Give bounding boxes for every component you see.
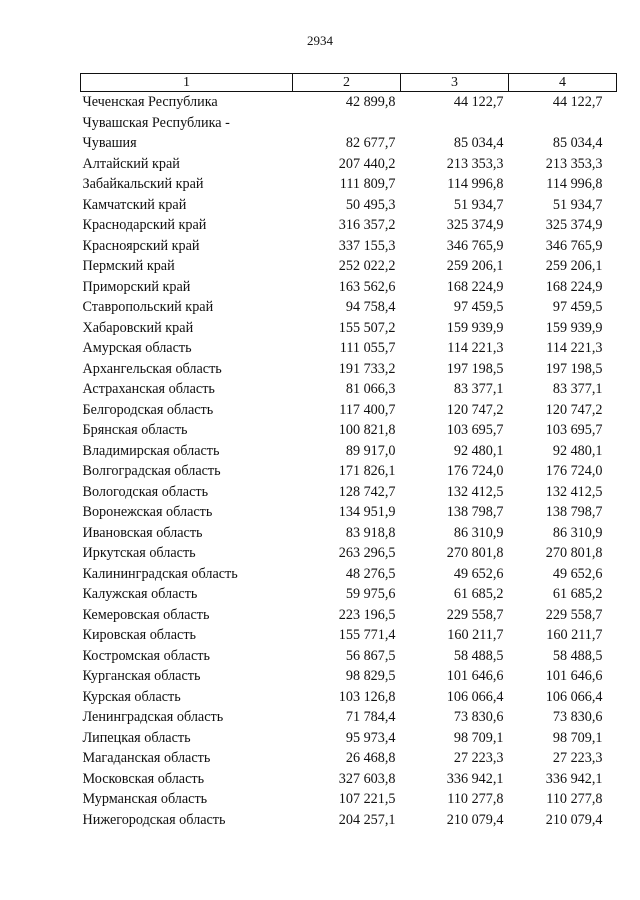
region-name: Воронежская область — [82, 504, 213, 520]
value-col-3: 138 798,7 — [446, 504, 504, 520]
table-row — [81, 236, 617, 257]
region-name-cell — [81, 625, 293, 646]
table-row — [81, 400, 617, 421]
value-col-3: 114 996,8 — [447, 176, 504, 192]
table-row — [81, 482, 617, 503]
region-name-cell — [81, 113, 293, 154]
region-name: Вологодская область — [82, 483, 209, 500]
table-row — [81, 318, 617, 339]
value-col-3: 197 198,5 — [446, 360, 504, 377]
region-name: Пермский край — [82, 258, 175, 274]
value-col-2: 83 918,8 — [345, 524, 396, 541]
region-name: Камчатский край — [82, 196, 187, 213]
value-col-2: 163 562,6 — [338, 278, 396, 295]
region-name-cell — [81, 482, 293, 503]
value-col-4: 168 224,9 — [545, 278, 603, 295]
value-col-3: 132 412,5 — [446, 483, 504, 500]
table-row — [81, 810, 617, 831]
region-name: Архангельская область — [82, 360, 222, 377]
value-col-4: 120 747,2 — [545, 401, 603, 418]
region-name-cell — [81, 297, 293, 318]
region-name: Волгоградская область — [82, 463, 221, 479]
region-name: Красноярский край — [82, 237, 200, 254]
region-name: Кемеровская область — [82, 606, 210, 623]
value-col-2: 337 155,3 — [338, 237, 396, 254]
region-name: Краснодарский край — [82, 217, 207, 233]
value-col-2: 111 809,7 — [339, 176, 396, 192]
region-name: Костромская область — [82, 647, 210, 664]
value-col-2: 155 507,2 — [338, 319, 396, 336]
value-col-3: 58 488,5 — [453, 647, 504, 664]
value-col-4: 114 221,3 — [546, 340, 603, 356]
region-name: Забайкальский край — [82, 176, 204, 192]
value-col-3: 97 459,5 — [453, 299, 504, 315]
value-col-2: 103 126,8 — [338, 688, 396, 705]
region-name-cell — [81, 769, 293, 790]
value-col-4: 27 223,3 — [552, 750, 603, 766]
value-col-4: 336 942,1 — [545, 770, 603, 787]
region-name-cell — [81, 584, 293, 605]
region-name: Чеченская Республика — [82, 94, 218, 110]
table-row — [81, 359, 617, 380]
value-col-3: 176 724,0 — [446, 463, 504, 479]
region-name-cell — [81, 379, 293, 400]
region-name-cell — [81, 420, 293, 441]
region-name-cell — [81, 461, 293, 482]
value-col-4: 73 830,6 — [552, 709, 603, 725]
value-col-4: 98 709,1 — [552, 729, 603, 746]
value-col-3: 120 747,2 — [446, 401, 504, 418]
value-col-2: 94 758,4 — [345, 299, 396, 315]
value-col-4: 97 459,5 — [552, 299, 603, 315]
value-col-4: 176 724,0 — [545, 463, 603, 479]
region-name-cell — [81, 502, 293, 523]
table-row — [81, 502, 617, 523]
value-col-3: 85 034,4 — [453, 135, 504, 151]
region-name-cell — [81, 543, 293, 564]
header-col-3: 3 — [401, 74, 509, 92]
region-name-cell — [81, 92, 293, 113]
value-col-4: 325 374,9 — [545, 217, 603, 233]
table-body — [81, 92, 617, 831]
value-col-3: 270 801,8 — [446, 545, 504, 561]
region-name-cell — [81, 564, 293, 585]
region-name: Ставропольский край — [82, 299, 214, 315]
table-row — [81, 92, 617, 113]
value-col-4: 229 558,7 — [545, 606, 603, 623]
value-col-4: 61 685,2 — [552, 586, 603, 602]
value-col-3: 114 221,3 — [447, 340, 504, 356]
value-col-3: 44 122,7 — [453, 94, 504, 110]
value-col-3: 101 646,6 — [446, 668, 504, 684]
value-col-2: 95 973,4 — [345, 729, 396, 746]
value-col-3: 259 206,1 — [446, 258, 504, 274]
table-row — [81, 113, 617, 154]
value-col-2: 207 440,2 — [338, 155, 396, 172]
region-name: Белгородская область — [82, 401, 214, 418]
value-col-2: 56 867,5 — [345, 647, 396, 664]
value-col-4: 346 765,9 — [545, 237, 603, 254]
value-col-2: 42 899,8 — [345, 94, 396, 110]
region-name-cell — [81, 441, 293, 462]
value-col-3: 51 934,7 — [453, 196, 504, 213]
value-col-2: 191 733,2 — [338, 360, 396, 377]
value-col-3: 336 942,1 — [446, 770, 504, 787]
value-col-4: 51 934,7 — [552, 196, 603, 213]
value-col-2: 81 066,3 — [345, 381, 396, 397]
region-name: Московская область — [82, 770, 205, 787]
region-name-cell — [81, 256, 293, 277]
region-name: Алтайский край — [82, 155, 180, 172]
table-row — [81, 707, 617, 728]
value-col-2: 117 400,7 — [339, 401, 396, 418]
value-col-4: 114 996,8 — [546, 176, 603, 192]
region-name-cell — [81, 789, 293, 810]
value-col-2: 98 829,5 — [345, 668, 396, 684]
value-col-3: 325 374,9 — [446, 217, 504, 233]
value-col-3: 229 558,7 — [446, 606, 504, 623]
table-row — [81, 564, 617, 585]
page-number: 2934 — [307, 33, 333, 48]
value-col-4: 49 652,6 — [552, 565, 603, 582]
table-row — [81, 338, 617, 359]
value-col-4: 106 066,4 — [545, 688, 603, 705]
table-row — [81, 256, 617, 277]
value-col-3: 213 353,3 — [446, 155, 504, 172]
value-col-3: 61 685,2 — [453, 586, 504, 602]
table-row — [81, 748, 617, 769]
value-col-2: 327 603,8 — [338, 770, 396, 787]
value-col-3: 159 939,9 — [446, 319, 504, 336]
value-col-4: 160 211,7 — [546, 627, 603, 643]
value-col-2: 50 495,3 — [345, 196, 396, 213]
value-col-4: 259 206,1 — [545, 258, 603, 274]
value-col-4: 86 310,9 — [552, 524, 603, 541]
region-name-cell — [81, 215, 293, 236]
value-col-4: 44 122,7 — [552, 94, 603, 110]
value-col-4: 85 034,4 — [552, 135, 603, 151]
value-col-3: 86 310,9 — [453, 524, 504, 541]
table-row — [81, 297, 617, 318]
region-name: Магаданская область — [82, 750, 211, 766]
table-row — [81, 605, 617, 626]
region-name: Нижегородская область — [82, 811, 226, 828]
value-col-4: 110 277,8 — [546, 791, 603, 807]
table-row — [81, 687, 617, 708]
value-col-2: 48 276,5 — [345, 565, 396, 582]
data-table — [80, 73, 617, 830]
table-row — [81, 379, 617, 400]
region-name: Чувашская Республика - — [82, 114, 230, 131]
region-name-cell — [81, 646, 293, 667]
table-row — [81, 277, 617, 298]
value-col-4: 132 412,5 — [545, 483, 603, 500]
table-row — [81, 769, 617, 790]
value-col-3: 98 709,1 — [453, 729, 504, 746]
region-name: Калужская область — [82, 586, 198, 602]
region-name-cell — [81, 687, 293, 708]
value-col-3: 73 830,6 — [453, 709, 504, 725]
region-name-cell — [81, 236, 293, 257]
region-name-cell — [81, 400, 293, 421]
region-name: Астраханская область — [82, 381, 215, 397]
region-name-cell — [81, 666, 293, 687]
value-col-3: 106 066,4 — [446, 688, 504, 705]
value-col-2: 155 771,4 — [338, 627, 396, 643]
header-col-4: 4 — [509, 74, 617, 92]
region-name-cell — [81, 174, 293, 195]
region-name: Хабаровский край — [82, 319, 194, 336]
value-col-2: 204 257,1 — [338, 811, 396, 828]
region-name: Курская область — [82, 688, 181, 705]
header-row — [81, 74, 617, 92]
region-name: Калининградская область — [82, 565, 238, 582]
value-col-2: 252 022,2 — [338, 258, 396, 274]
value-col-4: 101 646,6 — [545, 668, 603, 684]
value-col-3: 49 652,6 — [453, 565, 504, 582]
value-col-4: 197 198,5 — [545, 360, 603, 377]
value-col-2: 26 468,8 — [345, 750, 396, 766]
value-col-2: 59 975,6 — [345, 586, 396, 602]
region-name: Ленинградская область — [82, 709, 224, 725]
table-row — [81, 646, 617, 667]
value-col-4: 270 801,8 — [545, 545, 603, 561]
value-col-2: 71 784,4 — [345, 709, 396, 725]
value-col-2: 89 917,0 — [345, 442, 396, 459]
value-col-3: 168 224,9 — [446, 278, 504, 295]
region-name: Мурманская область — [82, 791, 208, 807]
region-name: Ивановская область — [82, 524, 203, 541]
value-col-4: 83 377,1 — [552, 381, 603, 397]
value-col-3: 110 277,8 — [447, 791, 504, 807]
region-name: Кировская область — [82, 627, 197, 643]
region-name-cell — [81, 523, 293, 544]
region-name-cell — [81, 728, 293, 749]
value-col-3: 160 211,7 — [447, 627, 504, 643]
table-row — [81, 154, 617, 175]
region-name-cell — [81, 195, 293, 216]
region-name: Приморский край — [82, 278, 191, 295]
value-col-4: 58 488,5 — [552, 647, 603, 664]
table-row — [81, 728, 617, 749]
value-col-3: 27 223,3 — [453, 750, 504, 766]
table-row — [81, 195, 617, 216]
value-col-2: 134 951,9 — [338, 504, 396, 520]
region-name-cell — [81, 359, 293, 380]
table-row — [81, 789, 617, 810]
value-col-2: 316 357,2 — [338, 217, 396, 233]
table-header — [81, 74, 617, 92]
region-name-cell — [81, 338, 293, 359]
region-name: Курганская область — [82, 668, 201, 684]
value-col-2: 111 055,7 — [339, 340, 396, 356]
value-col-4: 92 480,1 — [552, 442, 603, 459]
value-col-2: 223 196,5 — [338, 606, 396, 623]
value-col-3: 210 079,4 — [446, 811, 504, 828]
region-name-cell — [81, 810, 293, 831]
value-col-2: 107 221,5 — [338, 791, 396, 807]
header-col-1: 1 — [81, 74, 293, 92]
value-col-3: 103 695,7 — [446, 422, 504, 438]
region-name-cell — [81, 707, 293, 728]
region-name: Амурская область — [82, 340, 192, 356]
value-col-3: 346 765,9 — [446, 237, 504, 254]
value-col-4: 210 079,4 — [545, 811, 603, 828]
header-col-2: 2 — [293, 74, 401, 92]
value-col-2: 128 742,7 — [338, 483, 396, 500]
value-col-4: 213 353,3 — [545, 155, 603, 172]
table-row — [81, 584, 617, 605]
table-row — [81, 543, 617, 564]
value-col-3: 92 480,1 — [453, 442, 504, 459]
table-row — [81, 666, 617, 687]
value-col-2: 171 826,1 — [338, 463, 396, 479]
value-col-2: 263 296,5 — [338, 545, 396, 561]
region-name: Чувашия — [82, 135, 137, 151]
table-row — [81, 461, 617, 482]
region-name: Брянская область — [82, 422, 188, 438]
region-name-cell — [81, 748, 293, 769]
value-col-4: 138 798,7 — [545, 504, 603, 520]
table-row — [81, 523, 617, 544]
region-name: Липецкая область — [82, 729, 191, 746]
region-name-cell — [81, 277, 293, 298]
region-name-cell — [81, 318, 293, 339]
value-col-4: 103 695,7 — [545, 422, 603, 438]
value-col-2: 82 677,7 — [345, 135, 396, 151]
table-row — [81, 420, 617, 441]
table-row — [81, 174, 617, 195]
table-row — [81, 625, 617, 646]
table-row — [81, 441, 617, 462]
region-name-cell — [81, 605, 293, 626]
table-row — [81, 215, 617, 236]
value-col-2: 100 821,8 — [338, 422, 396, 438]
value-col-4: 159 939,9 — [545, 319, 603, 336]
region-name-cell — [81, 154, 293, 175]
region-name: Иркутская область — [82, 545, 196, 561]
value-col-3: 83 377,1 — [453, 381, 504, 397]
region-name: Владимирская область — [82, 442, 220, 459]
